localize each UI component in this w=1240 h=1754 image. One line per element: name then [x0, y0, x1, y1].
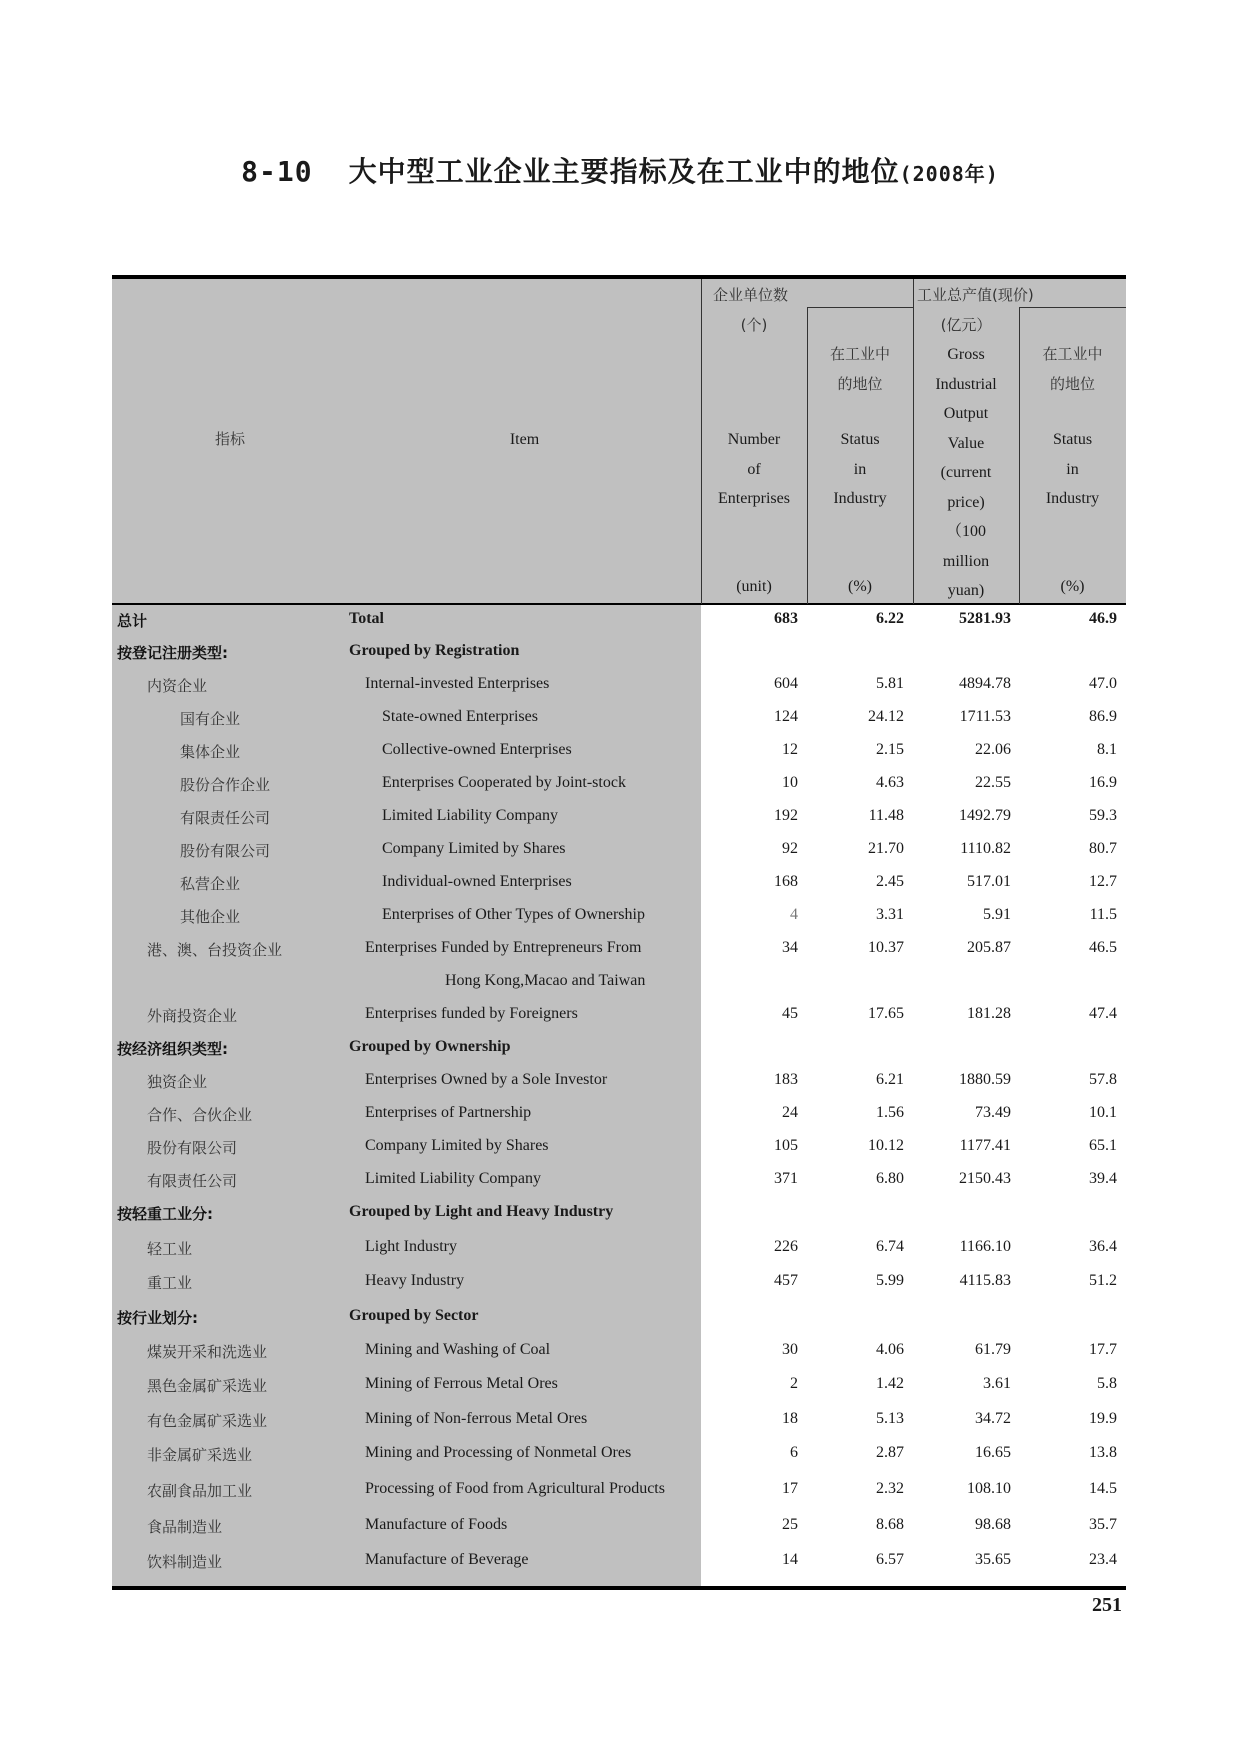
row-label-cn: 总计	[117, 612, 148, 630]
enterprises-status-value: 4.63	[876, 774, 904, 791]
header-divider	[807, 307, 913, 308]
output-value: 205.87	[967, 939, 1011, 956]
output-value: 108.10	[967, 1480, 1011, 1497]
row-label-en: Enterprises funded by Foreigners	[365, 1005, 578, 1022]
row-label-cn: 饮料制造业	[147, 1553, 223, 1571]
enterprises-value: 683	[774, 610, 798, 627]
enterprises-status-value: 5.99	[876, 1272, 904, 1289]
enterprises-status-value: 5.13	[876, 1410, 904, 1427]
enterprises-status-value: 10.37	[868, 939, 904, 956]
header-status1-unit: (%)	[848, 578, 872, 595]
output-value: 517.01	[967, 873, 1011, 890]
output-value: 2150.43	[959, 1170, 1011, 1187]
row-label-cn: 港、澳、台投资企业	[147, 941, 283, 959]
row-label-en: Mining of Non-ferrous Metal Ores	[365, 1410, 588, 1427]
output-status-value: 13.8	[1089, 1444, 1117, 1461]
row-label-en: Grouped by Light and Heavy Industry	[349, 1203, 614, 1220]
row-label-cn: 私营企业	[180, 875, 241, 893]
enterprises-value: 226	[774, 1238, 798, 1255]
page-number: 251	[1092, 1594, 1122, 1616]
row-label-cn: 重工业	[147, 1274, 193, 1292]
row-label-cn: 股份合作企业	[180, 776, 271, 794]
enterprises-status-value: 3.31	[876, 906, 904, 923]
row-label-cn: 煤炭开采和洗选业	[147, 1343, 268, 1361]
enterprises-value: 18	[782, 1410, 798, 1427]
page-title	[0, 150, 1240, 190]
header-enterprises-cn: 企业单位数	[713, 286, 789, 304]
output-value: 98.68	[975, 1516, 1011, 1533]
enterprises-value: 12	[782, 741, 798, 758]
table-year: (2008年)	[899, 162, 999, 186]
enterprises-value: 92	[782, 840, 798, 857]
row-label-en: Individual-owned Enterprises	[382, 873, 572, 890]
output-status-value: 59.3	[1089, 807, 1117, 824]
enterprises-status-value: 2.45	[876, 873, 904, 890]
enterprises-status-value: 21.70	[868, 840, 904, 857]
row-label-en: Enterprises Funded by Entrepreneurs From	[365, 939, 642, 956]
row-label-en: Manufacture of Foods	[365, 1516, 508, 1533]
enterprises-value: 24	[782, 1104, 798, 1121]
output-status-value: 12.7	[1089, 873, 1117, 890]
enterprises-value: 192	[774, 807, 798, 824]
output-status-value: 47.4	[1089, 1005, 1117, 1022]
enterprises-value: 371	[774, 1170, 798, 1187]
output-value: 5281.93	[959, 610, 1011, 627]
enterprises-value: 25	[782, 1516, 798, 1533]
row-label-en: Processing of Food from Agricultural Products	[365, 1480, 665, 1497]
output-value: 181.28	[967, 1005, 1011, 1022]
enterprises-status-value: 6.57	[876, 1551, 904, 1568]
row-label-en: Collective-owned Enterprises	[382, 741, 572, 758]
row-label-en: Grouped by Ownership	[349, 1038, 511, 1055]
output-status-value: 14.5	[1089, 1480, 1117, 1497]
header-enterprises-en: Number of Enterprises	[718, 431, 790, 507]
enterprises-status-value: 10.12	[868, 1137, 904, 1154]
row-label-cn: 按登记注册类型:	[117, 644, 228, 662]
enterprises-value: 457	[774, 1272, 798, 1289]
output-status-value: 17.7	[1089, 1341, 1117, 1358]
output-value: 73.49	[975, 1104, 1011, 1121]
row-label-en: Grouped by Sector	[349, 1307, 479, 1324]
row-label-cn: 农副食品加工业	[147, 1482, 253, 1500]
header-output-cn: 工业总产值(现价)	[917, 286, 1034, 304]
row-label-cn: 按轻重工业分:	[117, 1205, 213, 1223]
row-label-en: Enterprises of Other Types of Ownership	[382, 906, 645, 923]
enterprises-status-value: 2.15	[876, 741, 904, 758]
enterprises-value: 183	[774, 1071, 798, 1088]
table-top-rule	[112, 275, 1126, 279]
output-status-value: 46.5	[1089, 939, 1117, 956]
output-value: 1711.53	[959, 708, 1011, 725]
output-value: 1177.41	[959, 1137, 1011, 1154]
enterprises-status-value: 6.80	[876, 1170, 904, 1187]
output-status-value: 51.2	[1089, 1272, 1117, 1289]
output-value: 1492.79	[959, 807, 1011, 824]
row-label-cn: 非金属矿采选业	[147, 1446, 253, 1464]
header-status2-unit: (%)	[1060, 578, 1085, 595]
enterprises-value: 6	[790, 1444, 798, 1461]
row-label-en: Mining of Ferrous Metal Ores	[365, 1375, 558, 1392]
header-status1-cn: 在工业中 的地位	[829, 345, 890, 393]
enterprises-value: 10	[782, 774, 798, 791]
enterprises-status-value: 24.12	[868, 708, 904, 725]
row-label-en: Total	[349, 610, 384, 627]
row-label-cn: 合作、合伙企业	[147, 1106, 253, 1124]
enterprises-value: 2	[790, 1375, 798, 1392]
row-label-cn: 其他企业	[180, 908, 241, 926]
output-status-value: 86.9	[1089, 708, 1117, 725]
enterprises-status-value: 6.21	[876, 1071, 904, 1088]
table-title: 大中型工业企业主要指标及在工业中的地位	[348, 155, 900, 188]
row-label-cn: 独资企业	[147, 1073, 208, 1091]
output-status-value: 80.7	[1089, 840, 1117, 857]
row-label-cn: 有限责任公司	[147, 1172, 238, 1190]
output-status-value: 47.0	[1089, 675, 1117, 692]
enterprises-value: 45	[782, 1005, 798, 1022]
output-status-value: 19.9	[1089, 1410, 1117, 1427]
row-label-cn: 国有企业	[180, 710, 241, 728]
row-label-en: Mining and Processing of Nonmetal Ores	[365, 1444, 632, 1461]
enterprises-status-value: 1.56	[876, 1104, 904, 1121]
output-status-value: 46.9	[1089, 610, 1117, 627]
row-label-cn: 食品制造业	[147, 1518, 223, 1536]
enterprises-value: 17	[782, 1480, 798, 1497]
row-label-en: Enterprises Cooperated by Joint-stock	[382, 774, 626, 791]
enterprises-status-value: 4.06	[876, 1341, 904, 1358]
output-value: 1880.59	[959, 1071, 1011, 1088]
enterprises-value: 168	[774, 873, 798, 890]
output-status-value: 65.1	[1089, 1137, 1117, 1154]
row-label-cn: 按经济组织类型:	[117, 1040, 228, 1058]
enterprises-status-value: 8.68	[876, 1516, 904, 1533]
output-value: 1110.82	[960, 840, 1011, 857]
row-label-en: Hong Kong,Macao and Taiwan	[445, 972, 646, 989]
output-status-value: 57.8	[1089, 1071, 1117, 1088]
row-label-cn: 黑色金属矿采选业	[147, 1377, 268, 1395]
row-label-en: Internal-invested Enterprises	[365, 675, 550, 692]
row-label-en: Light Industry	[365, 1238, 457, 1255]
enterprises-status-value: 11.48	[868, 807, 904, 824]
output-value: 22.55	[975, 774, 1011, 791]
table-number: 8-10	[241, 155, 313, 188]
row-label-en: Mining and Washing of Coal	[365, 1341, 551, 1358]
row-label-cn: 内资企业	[147, 677, 208, 695]
row-label-en: Heavy Industry	[365, 1272, 465, 1289]
enterprises-status-value: 1.42	[876, 1375, 904, 1392]
enterprises-status-value: 2.87	[876, 1444, 904, 1461]
enterprises-value: 604	[774, 675, 798, 692]
output-status-value: 35.7	[1089, 1516, 1117, 1533]
header-enterprises-unit-cn: (个)	[740, 316, 768, 334]
header-status2-cn: 在工业中 的地位	[1042, 345, 1103, 393]
output-value: 34.72	[975, 1410, 1011, 1427]
output-value: 5.91	[983, 906, 1011, 923]
enterprises-value: 34	[782, 939, 798, 956]
row-label-en: Manufacture of Beverage	[365, 1551, 529, 1568]
row-label-cn: 按行业划分:	[117, 1309, 198, 1327]
enterprises-status-value: 17.65	[868, 1005, 904, 1022]
output-status-value: 23.4	[1089, 1551, 1117, 1568]
enterprises-value: 105	[774, 1137, 798, 1154]
header-output-en: Gross Industrial Output Value (current price) （100 million yuan)	[935, 346, 997, 599]
row-label-cn: 有限责任公司	[180, 809, 271, 827]
row-label-en: Limited Liability Company	[365, 1170, 541, 1187]
output-value: 4115.83	[959, 1272, 1011, 1289]
row-label-cn: 轻工业	[147, 1240, 193, 1258]
output-status-value: 11.5	[1089, 906, 1117, 923]
enterprises-status-value: 5.81	[876, 675, 904, 692]
output-status-value: 39.4	[1089, 1170, 1117, 1187]
row-label-en: Enterprises of Partnership	[365, 1104, 532, 1121]
header-status1-en: Status in Industry	[833, 431, 887, 507]
enterprises-value: 30	[782, 1341, 798, 1358]
output-status-value: 36.4	[1089, 1238, 1117, 1255]
output-value: 16.65	[975, 1444, 1011, 1461]
enterprises-status-value: 6.74	[876, 1238, 904, 1255]
row-label-en: State-owned Enterprises	[382, 708, 538, 725]
table-bottom-rule	[112, 1586, 1126, 1590]
row-label-cn: 集体企业	[180, 743, 241, 761]
output-status-value: 10.1	[1089, 1104, 1117, 1121]
enterprises-status-value: 6.22	[876, 610, 904, 627]
enterprises-status-value: 2.32	[876, 1480, 904, 1497]
output-value: 61.79	[975, 1341, 1011, 1358]
row-label-cn: 股份有限公司	[147, 1139, 238, 1157]
header-item-en: Item	[509, 431, 540, 448]
header-item-cn: 指标	[214, 430, 245, 448]
header-status2-en: Status in Industry	[1045, 431, 1100, 507]
output-status-value: 8.1	[1097, 741, 1117, 758]
row-label-en: Limited Liability Company	[382, 807, 558, 824]
row-label-en: Company Limited by Shares	[365, 1137, 549, 1154]
row-label-en: Enterprises Owned by a Sole Investor	[365, 1071, 608, 1088]
row-label-cn: 股份有限公司	[180, 842, 271, 860]
header-enterprises-unit-en: (unit)	[736, 578, 772, 595]
header-output-unit-cn: (亿元）	[940, 316, 992, 334]
output-value: 35.65	[975, 1551, 1011, 1568]
output-value: 22.06	[975, 741, 1011, 758]
row-label-en: Company Limited by Shares	[382, 840, 566, 857]
output-value: 1166.10	[959, 1238, 1011, 1255]
row-label-cn: 外商投资企业	[147, 1007, 238, 1025]
output-value: 3.61	[983, 1375, 1011, 1392]
output-status-value: 5.8	[1097, 1375, 1117, 1392]
output-status-value: 16.9	[1089, 774, 1117, 791]
enterprises-value: 4	[790, 906, 798, 923]
row-label-en: Grouped by Registration	[349, 642, 520, 659]
output-value: 4894.78	[959, 675, 1011, 692]
enterprises-value: 124	[774, 708, 798, 725]
enterprises-value: 14	[782, 1551, 798, 1568]
row-label-cn: 有色金属矿采选业	[147, 1412, 268, 1430]
